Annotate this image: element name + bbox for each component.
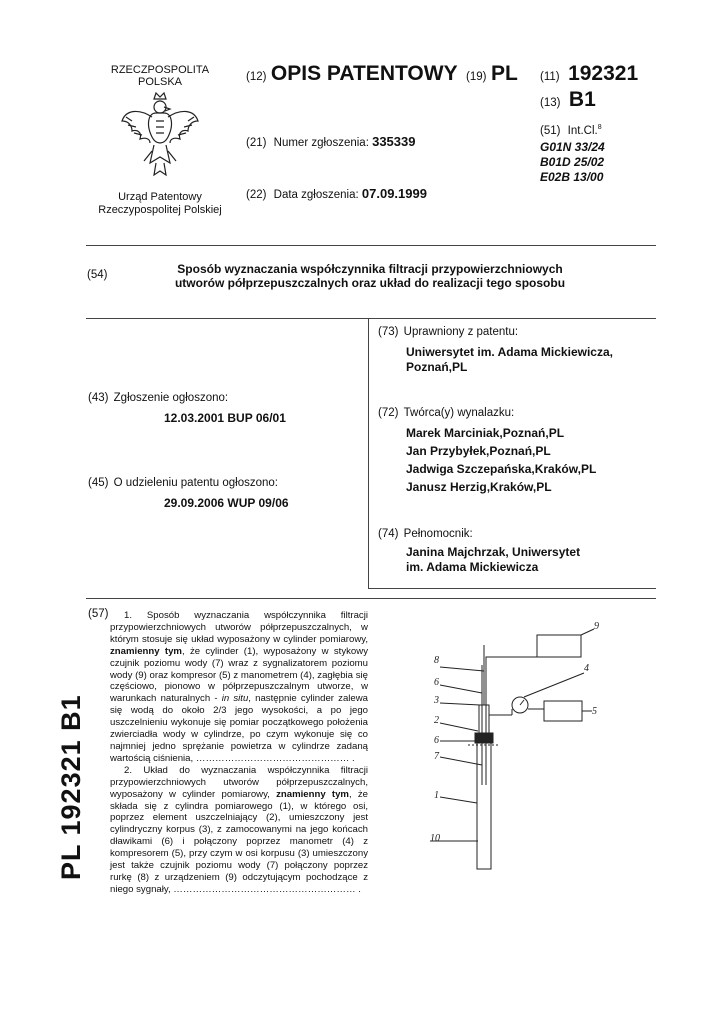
figure-label: 10: [430, 833, 440, 844]
divider: [86, 245, 656, 246]
grant-value: 29.09.2006 WUP 09/06: [164, 496, 289, 510]
ipc-class: E02B 13/00: [540, 170, 604, 184]
inid-21: (21): [246, 137, 267, 149]
inid-19: (19): [466, 71, 487, 83]
office-name-2: Rzeczypospolitej Polskiej: [98, 204, 222, 216]
document-type: OPIS PATENTOWY: [270, 62, 458, 85]
figure-label: 3: [434, 695, 439, 706]
figure-label: 6: [434, 677, 439, 688]
inid-51: (51): [540, 124, 561, 137]
inventor: Janusz Herzig,Kraków,PL: [406, 480, 552, 494]
inid-11: (11): [540, 71, 560, 83]
inid-12: (12): [246, 71, 267, 83]
invention-title: Sposób wyznaczania współczynnika filtracji przypowierzchniowych: [177, 262, 563, 276]
inid-73: (73): [378, 326, 399, 338]
column-divider: [368, 318, 369, 588]
patent-number: 192321: [568, 62, 639, 85]
claim-1: 1. Sposób wyznaczania współczynnika filtracji przypowierzchniowych utworów półprzepuszczalnych, w którym stosuje się układ wyposażony w cylinder pomiarowy, znamienny tym, że cylinder (1), wyposażony w stykowy czujnik poziomu wody (7) wraz z sygnalizatorem poziomu wody (9) oraz kompresor (5) z manometrem (4), zagłębia się częściowo, pionowo w półprzepuszczalnym utworze, w warunkach naturalnych - in situ, następnie cylinder zalewa się wodą do około 2/3 jego wysokości, a po jego uszczelnieniu wykonuje się pomiar początkowego położenia zwierciadła wody w cylindrze, po czym wykonuje się co najmniej jedno sprężanie powietrza w cylindrze zadaną wartością ciśnienia, ………………………………………… .: [110, 610, 369, 764]
inventors-label: Twórca(y) wynalazku:: [403, 407, 515, 419]
figure-label: 4: [584, 663, 589, 674]
inventor: Jadwiga Szczepańska,Kraków,PL: [406, 462, 597, 476]
divider: [368, 588, 656, 589]
intcl-label: Int.Cl.: [567, 124, 598, 137]
grant-label: O udzieleniu patentu ogłoszono:: [113, 477, 278, 489]
side-label-container: [48, 694, 108, 900]
attorney-name: Janina Majchrzak, Uniwersytet: [406, 545, 581, 559]
inid-45: (45): [88, 477, 109, 489]
inid-54: (54): [87, 269, 108, 281]
invention-title-2: utworów półprzepuszczalnych oraz układ do realizacji tego sposobu: [174, 276, 566, 290]
country-name-2: POLSKA: [137, 76, 183, 88]
inventor: Jan Przybyłek,Poznań,PL: [406, 444, 551, 458]
figure-label: 5: [592, 706, 597, 717]
country-name: RZECZPOSPOLITA: [110, 64, 210, 76]
inid-74: (74): [378, 528, 399, 540]
side-label: PL 192321 B1: [56, 694, 86, 880]
attorney-name-2: im. Adama Mickiewicza: [406, 560, 539, 574]
filing-date: 07.09.1999: [361, 186, 427, 201]
country-code: PL: [490, 62, 518, 85]
inid-13: (13): [540, 97, 561, 109]
figure-label: 1: [434, 790, 439, 801]
inid-72: (72): [378, 407, 399, 419]
divider: [86, 598, 656, 599]
figure-label: 9: [594, 621, 599, 632]
inventor: Marek Marciniak,Poznań,PL: [406, 426, 565, 440]
attorney-label: Pełnomocnik:: [403, 528, 473, 540]
application-number: 335339: [372, 134, 416, 149]
publication-label: Zgłoszenie ogłoszono:: [113, 392, 229, 404]
inid-22: (22): [246, 189, 267, 201]
figure-label: 2: [434, 715, 439, 726]
holder-city: Poznań,PL: [406, 360, 468, 374]
apparatus-drawing: [372, 605, 662, 895]
claim-2: 2. Układ do wyznaczania współczynnika filtracji przypowierzchniowych utworów półprzepuszczalnych, wyposażony w cylinder pomiarowy, znamienny tym, że składa się z cylindra pomiarowego (1), w którego osi, poprzez element uszczelniający (2), umieszczony jest cylindryczny korpus (3), z zamocowanymi na jego końcach dławikami (6) i połączony poprzez manometr (4) z kompresorem (5), przy czym w osi korpusu (3) umieszczony jest także czujnik poziomu wody (7) połączony poprzez rurkę (8) z urządzeniem (9) odczytującym pochodzące z niego sygnały, ………………………………………………… .: [110, 764, 369, 895]
publication-value: 12.03.2001 BUP 06/01: [164, 411, 286, 425]
office-name: Urząd Patentowy: [118, 191, 202, 203]
figure-label: 7: [434, 751, 439, 762]
inid-57: (57): [88, 608, 109, 620]
ipc-class: G01N 33/24: [540, 140, 605, 154]
filing-date-label: Data zgłoszenia:: [273, 189, 359, 201]
divider: [86, 318, 656, 319]
application-number-label: Numer zgłoszenia:: [273, 137, 369, 149]
holder-name: Uniwersytet im. Adama Mickiewicza,: [406, 345, 613, 359]
kind-code: B1: [568, 88, 596, 111]
figure-label: 8: [434, 655, 439, 666]
eagle-emblem-icon: [118, 91, 202, 185]
inid-43: (43): [88, 392, 109, 404]
intcl-version: 8: [597, 124, 602, 131]
holder-label: Uprawniony z patentu:: [403, 326, 519, 338]
ipc-class: B01D 25/02: [540, 155, 605, 169]
figure-label: 6: [434, 735, 439, 746]
